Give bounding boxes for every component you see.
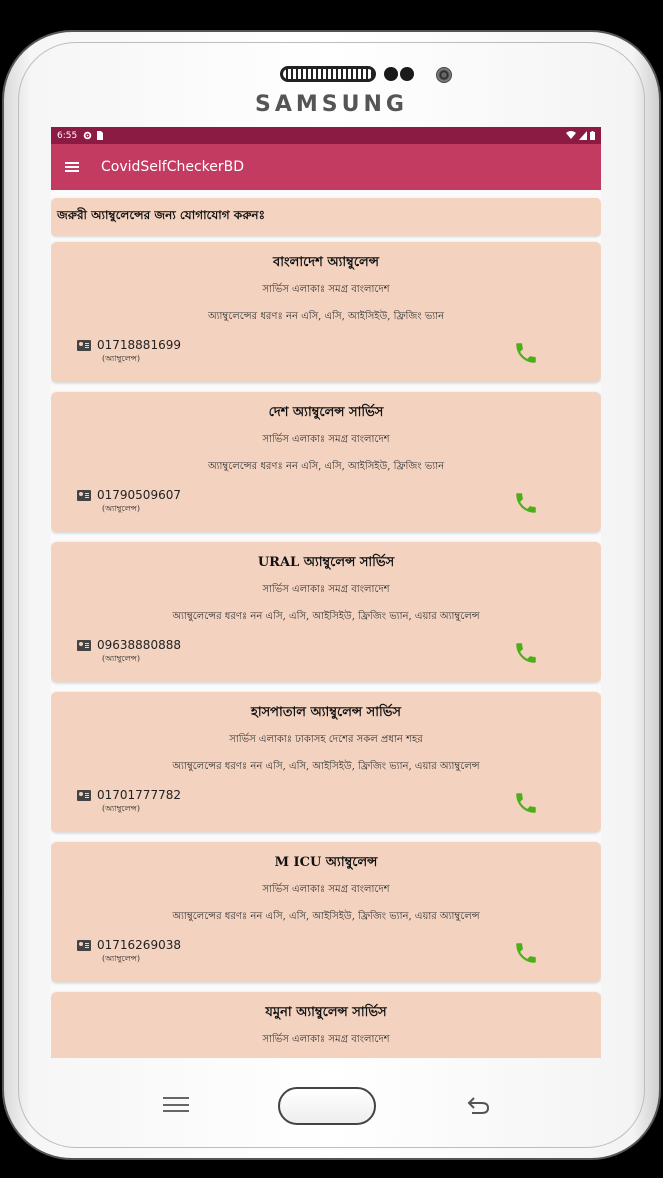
service-name: যমুনা অ্যাম্বুলেন্স সার্ভিস bbox=[265, 1005, 387, 1020]
ambulance-card bbox=[51, 242, 601, 382]
back-icon[interactable] bbox=[464, 1093, 492, 1117]
front-camera-icon bbox=[436, 67, 452, 83]
sensor-dot bbox=[400, 67, 414, 81]
signal-icon bbox=[579, 131, 587, 140]
service-area: সার্ভিস এলাকাঃ সমগ্র বাংলাদেশ bbox=[262, 434, 390, 445]
phone-tag: (অ্যাম্বুলেন্স) bbox=[102, 804, 140, 813]
ambulance-card bbox=[51, 842, 601, 982]
recent-apps-icon[interactable] bbox=[163, 1097, 189, 1115]
service-area: সার্ভিস এলাকাঃ সমগ্র বাংলাদেশ bbox=[262, 884, 390, 895]
status-icons bbox=[566, 131, 595, 140]
phone-icon[interactable] bbox=[513, 640, 539, 666]
phone-tag: (অ্যাম্বুলেন্স) bbox=[102, 954, 140, 963]
phone-number: 01701777782 bbox=[97, 788, 181, 802]
contact-card-icon bbox=[77, 640, 91, 651]
ambulance-card bbox=[51, 692, 601, 832]
phone-number: 01718881699 bbox=[97, 338, 181, 352]
battery-icon bbox=[590, 131, 595, 140]
app-bar bbox=[51, 144, 601, 190]
phone-icon[interactable] bbox=[513, 340, 539, 366]
app-title: CovidSelfCheckerBD bbox=[101, 159, 245, 175]
phone-tag: (অ্যাম্বুলেন্স) bbox=[102, 654, 140, 663]
ambulance-type: অ্যাম্বুলেন্সের ধরণঃ নন এসি, এসি, আইসিইউ, ফ্রিজিং ভ্যান, এয়ার অ্যাম্বুলেন্স bbox=[172, 911, 480, 922]
contact-card-icon bbox=[77, 940, 91, 951]
phone-screen bbox=[51, 127, 601, 1058]
sd-card-icon bbox=[96, 131, 103, 140]
phone-icon[interactable] bbox=[513, 790, 539, 816]
service-area: সার্ভিস এলাকাঃ সমগ্র বাংলাদেশ bbox=[262, 284, 390, 295]
menu-icon[interactable] bbox=[65, 162, 79, 172]
contact-card-icon bbox=[77, 490, 91, 501]
service-name: দেশ অ্যাম্বুলেন্স সার্ভিস bbox=[268, 405, 384, 420]
sensor-dot bbox=[384, 67, 398, 81]
wifi-icon bbox=[566, 131, 576, 140]
device-brand: SAMSUNG bbox=[255, 92, 408, 117]
speaker-grille bbox=[280, 66, 376, 82]
status-time: 6:55 bbox=[57, 130, 78, 141]
service-name: বাংলাদেশ অ্যাম্বুলেন্স bbox=[273, 255, 379, 270]
service-name: M ICU অ্যাম্বুলেন্স bbox=[274, 855, 378, 870]
hardware-nav-bar bbox=[0, 1083, 663, 1129]
contact-info bbox=[77, 788, 181, 816]
phone-number: 09638880888 bbox=[97, 638, 181, 652]
ambulance-type: অ্যাম্বুলেন্সের ধরণঃ নন এসি, এসি, আইসিইউ, ফ্রিজিং ভ্যান, এয়ার অ্যাম্বুলেন্স bbox=[172, 611, 480, 622]
phone-tag: (অ্যাম্বুলেন্স) bbox=[102, 504, 140, 513]
service-name: হাসপাতাল অ্যাম্বুলেন্স সার্ভিস bbox=[251, 705, 401, 720]
service-name: URAL অ্যাম্বুলেন্স সার্ভিস bbox=[257, 555, 395, 570]
status-bar bbox=[51, 127, 601, 144]
contact-info bbox=[77, 938, 181, 966]
phone-icon[interactable] bbox=[513, 490, 539, 516]
contact-card-icon bbox=[77, 790, 91, 801]
ambulance-card bbox=[51, 392, 601, 532]
ambulance-type: অ্যাম্বুলেন্সের ধরণঃ নন এসি, এসি, আইসিইউ, ফ্রিজিং ভ্যান, এয়ার অ্যাম্বুলেন্স bbox=[172, 761, 480, 772]
list-header-text: জরুরী অ্যাম্বুলেন্সের জন্য যোগাযোগ করুনঃ bbox=[57, 208, 265, 222]
contact-info bbox=[77, 488, 181, 516]
contact-info bbox=[77, 638, 181, 666]
settings-gear-icon bbox=[83, 131, 92, 140]
contact-card-icon bbox=[77, 340, 91, 351]
home-button[interactable] bbox=[278, 1087, 376, 1125]
phone-number: 01716269038 bbox=[97, 938, 181, 952]
phone-tag: (অ্যাম্বুলেন্স) bbox=[102, 354, 140, 363]
phone-number: 01790509607 bbox=[97, 488, 181, 502]
list-header bbox=[51, 198, 601, 236]
ambulance-card bbox=[51, 992, 601, 1058]
ambulance-list[interactable] bbox=[51, 190, 601, 1058]
service-area: সার্ভিস এলাকাঃ সমগ্র বাংলাদেশ bbox=[262, 1034, 390, 1045]
ambulance-type: অ্যাম্বুলেন্সের ধরণঃ নন এসি, এসি, আইসিইউ, ফ্রিজিং ভ্যান bbox=[207, 461, 445, 472]
service-area: সার্ভিস এলাকাঃ সমগ্র বাংলাদেশ bbox=[262, 584, 390, 595]
ambulance-card bbox=[51, 542, 601, 682]
phone-icon[interactable] bbox=[513, 940, 539, 966]
contact-info bbox=[77, 338, 181, 366]
ambulance-type: অ্যাম্বুলেন্সের ধরণঃ নন এসি, এসি, আইসিইউ, ফ্রিজিং ভ্যান bbox=[207, 311, 445, 322]
service-area: সার্ভিস এলাকাঃ ঢাকাসহ দেশের সকল প্রধান শহর bbox=[229, 734, 423, 745]
